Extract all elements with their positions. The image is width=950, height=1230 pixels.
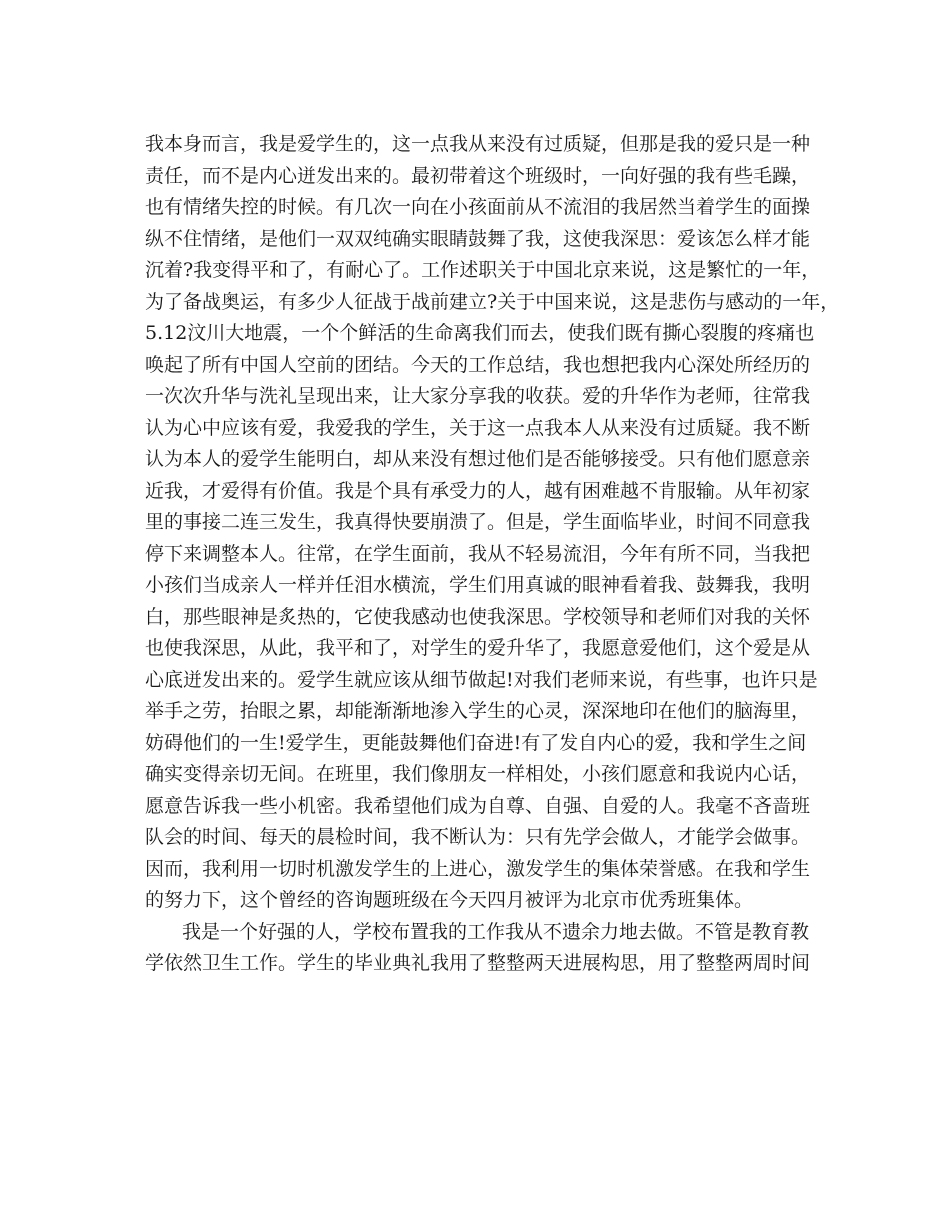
text-line: 认为心中应该有爱，我爱我的学生，关于这一点我本人从来没有过质疑。我不断 bbox=[145, 416, 811, 439]
body-text bbox=[145, 129, 840, 980]
text-line: 举手之劳，抬眼之累，却能渐渐地渗入学生的心灵，深深地印在他们的脑海里， bbox=[145, 700, 811, 722]
text-line: 心底迸发出来的。爱学生就应该从细节做起!对我们老师来说，有些事，也许只是 bbox=[145, 668, 818, 691]
text-line: 队会的时间、每天的晨检时间，我不断认为：只有先学会做人，才能学会做事。 bbox=[145, 826, 811, 848]
text-line: 我本身而言，我是爱学生的，这一点我从来没有过质疑，但那是我的爱只是一种 bbox=[145, 133, 811, 155]
text-line: 白，那些眼神是炙热的，它使我感动也使我深思。学校领导和老师们对我的关怀 bbox=[145, 605, 811, 628]
text-line: 认为本人的爱学生能明白，却从来没有想过他们是否能够接受。只有他们愿意亲 bbox=[145, 448, 811, 470]
text-line: 为了备战奥运，有多少人征战于战前建立?关于中国来说，这是悲伤与感动的一年， bbox=[145, 290, 840, 313]
text-line: 纵不住情绪，是他们一双双纯确实眼睛鼓舞了我，这使我深思：爱该怎么样才能 bbox=[145, 227, 811, 250]
text-line: 的努力下，这个曾经的咨询题班级在今天四月被评为北京市优秀班集体。 bbox=[145, 889, 754, 911]
text-line: 近我，才爱得有价值。我是个具有承受力的人，越有困难越不肯服输。从年初家 bbox=[145, 479, 811, 502]
paragraph-start-line: 我是一个好强的人，学校布置我的工作我从不遗余力地去做。不管是教育教 bbox=[182, 920, 810, 943]
text-line: 愿意告诉我一些小机密。我希望他们成为自尊、自强、自爱的人。我毫不吝啬班 bbox=[145, 794, 811, 817]
text-line: 沉着?我变得平和了，有耐心了。工作述职关于中国北京来说，这是繁忙的一年， bbox=[145, 259, 821, 281]
text-line: 确实变得亲切无间。在班里，我们像朋友一样相处，小孩们愿意和我说内心话， bbox=[145, 763, 811, 785]
text-line: 妨碍他们的一生!爱学生，更能鼓舞他们奋进!有了发自内心的爱，我和学生之间 bbox=[145, 731, 807, 754]
text-line: 里的事接二连三发生，我真得快要崩溃了。但是，学生面临毕业，时间不同意我 bbox=[145, 511, 811, 533]
text-line: 一次次升华与洗礼呈现出来，让大家分享我的收获。爱的升华作为老师，往常我 bbox=[145, 385, 811, 407]
text-line: 唤起了所有中国人空前的团结。今天的工作总结，我也想把我内心深处所经历的 bbox=[145, 353, 811, 376]
text-line: 因而，我利用一切时机激发学生的上进心，激发学生的集体荣誉感。在我和学生 bbox=[145, 857, 811, 880]
text-line: 学依然卫生工作。学生的毕业典礼我用了整整两天进展构思，用了整整两周时间 bbox=[145, 952, 811, 974]
text-line: 责任，而不是内心迸发出来的。最初带着这个班级时，一向好强的我有些毛躁， bbox=[145, 164, 811, 187]
text-line: 小孩们当成亲人一样并任泪水横流，学生们用真诚的眼神看着我、鼓舞我，我明 bbox=[145, 574, 811, 596]
text-line: 停下来调整本人。往常，在学生面前，我从不轻易流泪，今年有所不同，当我把 bbox=[145, 542, 811, 565]
text-line: 也有情绪失控的时候。有几次一向在小孩面前从不流泪的我居然当着学生的面操 bbox=[145, 196, 811, 218]
text-line: 5.12汶川大地震，一个个鲜活的生命离我们而去，使我们既有撕心裂腹的疼痛也 bbox=[145, 322, 815, 344]
text-line: 也使我深思，从此，我平和了，对学生的爱升华了，我愿意爱他们，这个爱是从 bbox=[145, 637, 811, 659]
